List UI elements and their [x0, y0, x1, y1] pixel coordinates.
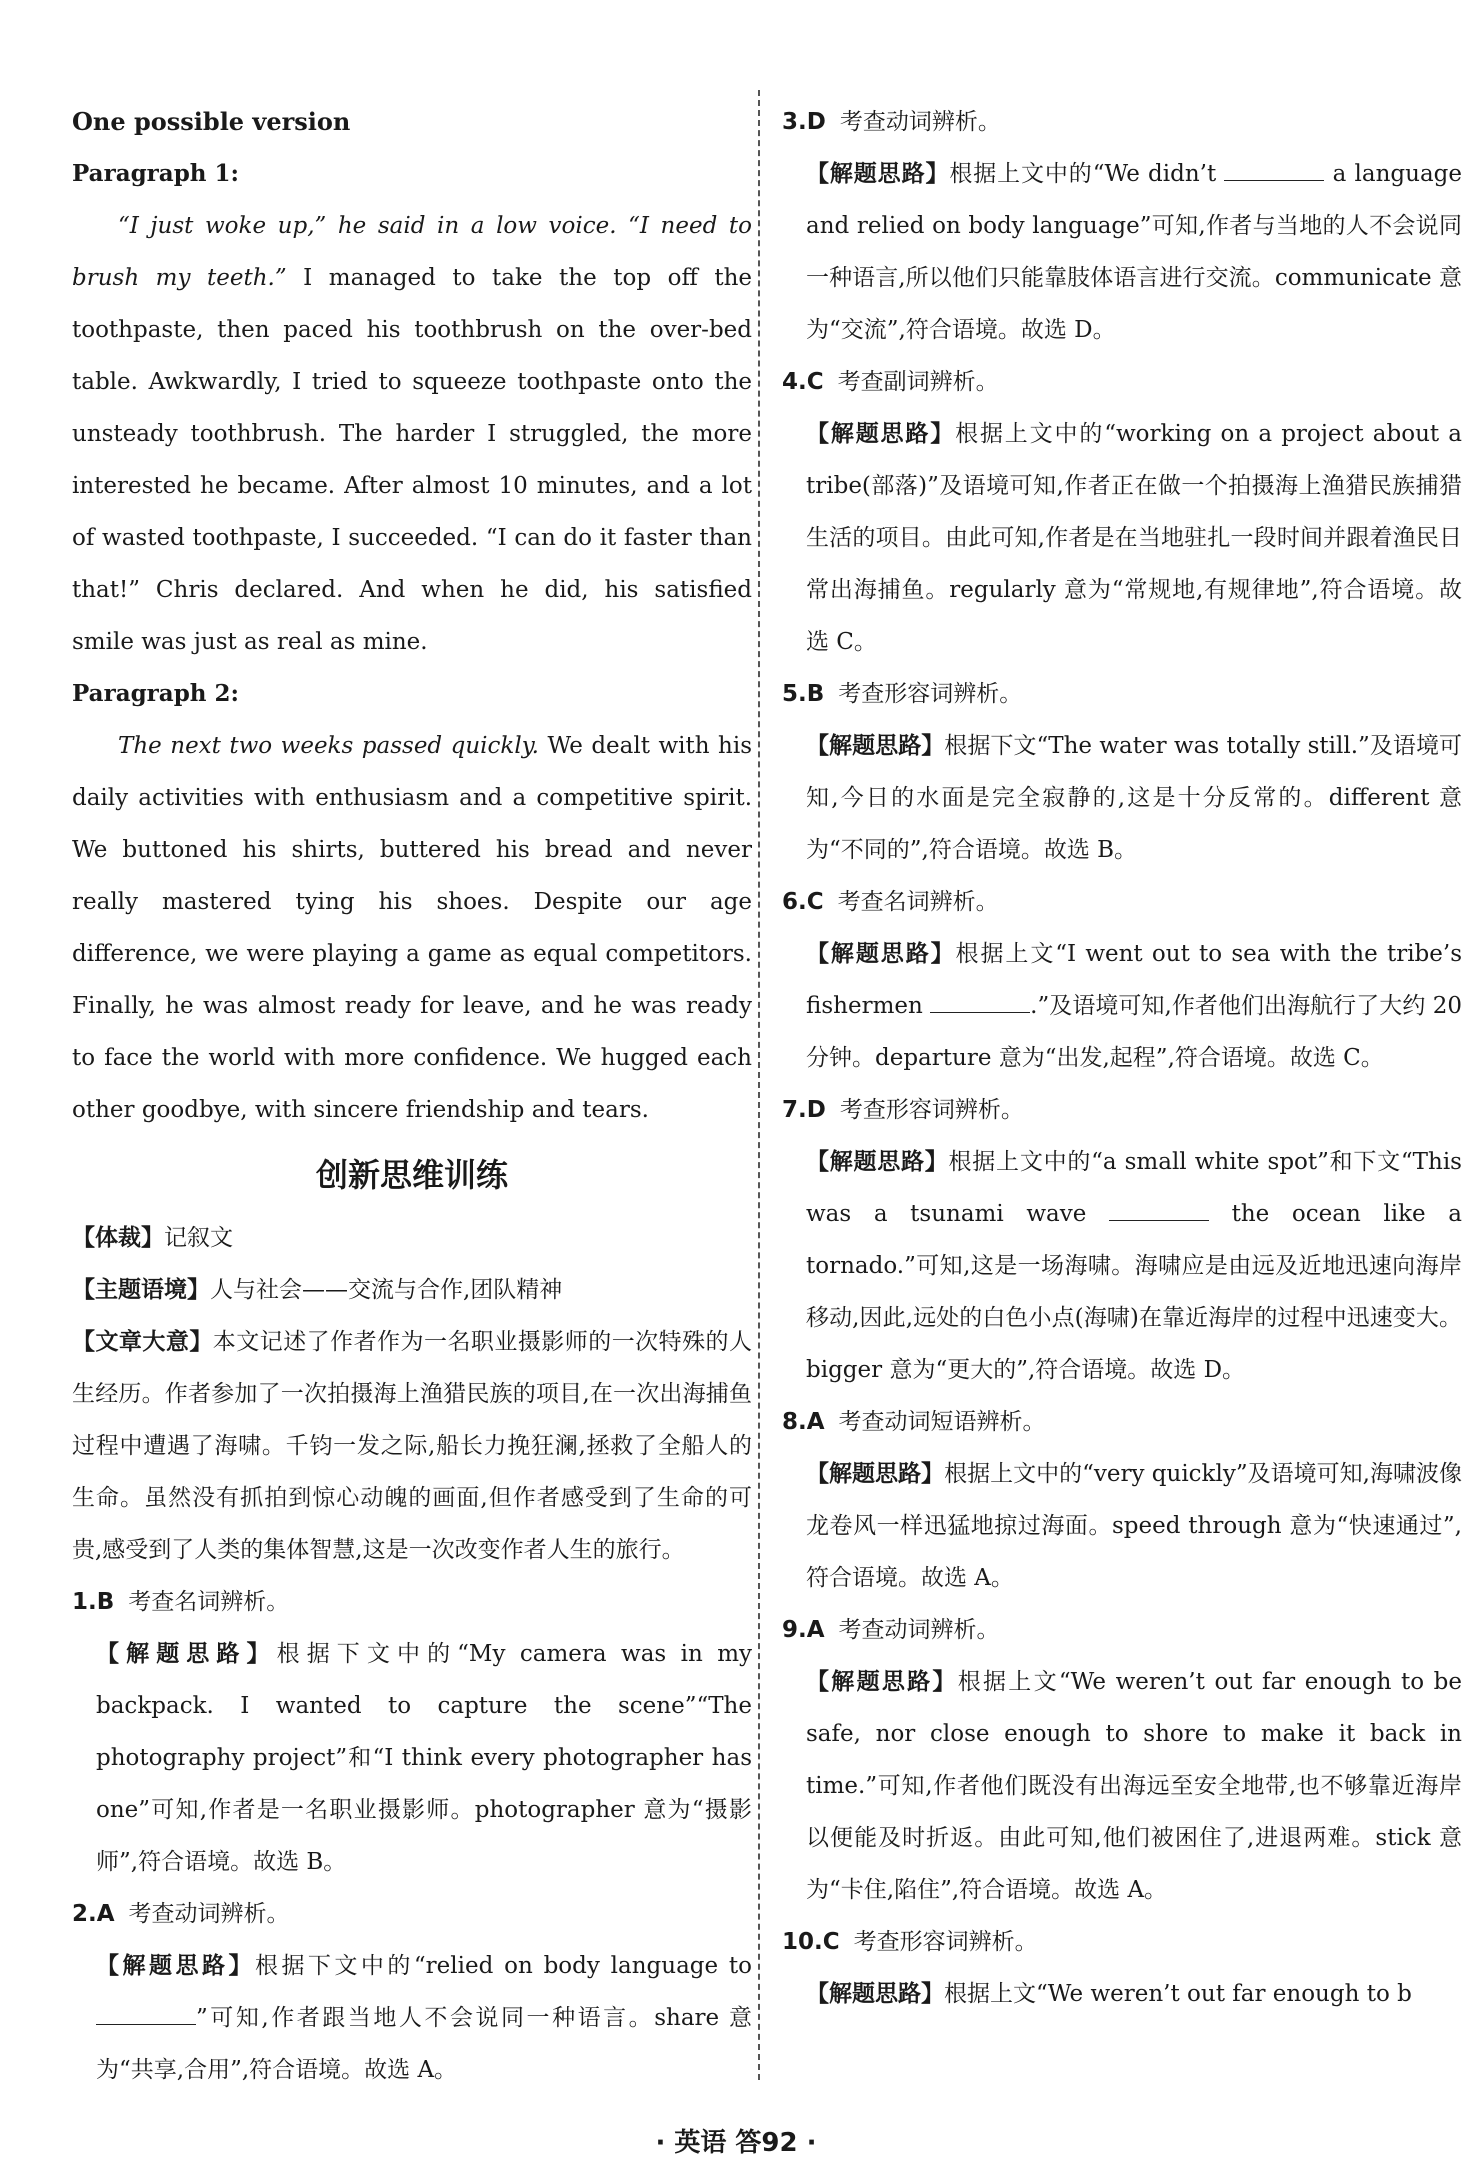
- left-column: [72, 96, 752, 2096]
- left-questions: [72, 1576, 752, 2096]
- explanation-tag: 【解题思路】: [806, 1668, 958, 1695]
- explanation-text: 根据上文中的“working on a project about a tribe(部落)”及语境可知,作者正在做一个拍摄海上渔猎民族捕猎生活的项目。由此可知,作者是在当地驻扎一段时间并跟着渔民日常出海捕鱼。regularly 意为“常规地,有规律地”,符合语境。故选 C。: [806, 421, 1462, 655]
- question-head: [72, 1888, 752, 1940]
- explanation-text: 根据下文“The water was totally still.”及语境可知,今日的水面是完全寂静的,这是十分反常的。different 意为“不同的”,符合语境。故选 B。: [806, 733, 1462, 863]
- explanation-text: 根据上文“I went out to sea with the tribe’s fishermen: [806, 941, 1462, 1019]
- paragraph-2-label: Paragraph 2:: [72, 680, 240, 707]
- explanation-text: 根据上文“We weren’t out far enough to b: [944, 1981, 1412, 2007]
- question-head: [782, 96, 1462, 148]
- question-type: 考查形容词辨析。: [853, 1929, 1038, 1955]
- question-number: 4.C: [782, 369, 824, 395]
- question-number: 10.C: [782, 1929, 840, 1955]
- summary-value: 本文记述了作者作为一名职业摄影师的一次特殊的人生经历。作者参加了一次拍摄海上渔猎民族的项目,在一次出海捕鱼过程中遭遇了海啸。千钧一发之际,船长力挽狂澜,拯救了全船人的生命。虽然没有抓拍到惊心动魄的画面,但作者感受到了生命的可贵,感受到了人类的集体智慧,这是一次改变作者人生的旅行。: [72, 1329, 753, 1563]
- genre-value: 记叙文: [164, 1225, 233, 1251]
- explanation-tag: 【解题思路】: [806, 1148, 949, 1175]
- explanation-text: 根据上文中的“a small white spot”和下文“This was a tsunami wave: [806, 1149, 1462, 1227]
- question-head: [782, 1084, 1462, 1136]
- theme-line: [72, 1264, 752, 1316]
- explanation-text: 根据下文中的“relied on body language to: [254, 1953, 753, 1979]
- answer-blank: [96, 2004, 196, 2025]
- section-title: 创新思维训练: [315, 1156, 508, 1194]
- question-type: 考查名词辨析。: [128, 1589, 290, 1615]
- explanation-tag: 【解题思路】: [806, 1980, 944, 2007]
- question-number: 6.C: [782, 889, 824, 915]
- paragraph-1-text: [72, 200, 752, 668]
- answer-blank: [1109, 1200, 1209, 1221]
- paragraph-1-body: I managed to take the top off the toothpaste, then paced his toothbrush on the over-bed table. Awkwardly, I tried to squeeze toothpaste onto the unsteady toothbrush. The harder I struggled, the more interested he became. After almost 10 minutes, and a lot of wasted toothpaste, I succeeded. “I can do it faster than that!” Chris declared. And when he did, his satisfied smile was just as real as mine.: [72, 265, 752, 655]
- question-explanation: [782, 720, 1462, 876]
- question-head: [782, 356, 1462, 408]
- paragraph-1-label: Paragraph 1:: [72, 160, 240, 187]
- question-type: 考查形容词辨析。: [839, 1097, 1024, 1123]
- question-type: 考查名词辨析。: [837, 889, 999, 915]
- question-head: [782, 668, 1462, 720]
- question-head: [782, 1916, 1462, 1968]
- question-explanation: [782, 928, 1462, 1084]
- explanation-tag: 【解题思路】: [96, 1952, 255, 1979]
- question-explanation: [782, 408, 1462, 668]
- explanation-tag: 【解题思路】: [806, 1460, 945, 1487]
- explanation-text: 根据上文“We weren’t out far enough to be safe, nor close enough to shore to make it back in time.”可知,作者他们既没有出海远至安全地带,也不够靠近海岸以便能及时折返。由此可知,他们被困住了,进退两难。stick 意为“卡住,陷住”,符合语境。故选 A。: [806, 1669, 1462, 1903]
- question-number: 7.D: [782, 1097, 826, 1123]
- question-head: [782, 1604, 1462, 1656]
- page-footer: · 英语 答92 ·: [655, 2128, 817, 2158]
- explanation-text-cont: ”可知,作者跟当地人不会说同一种语言。share 意为“共享,合用”,符合语境。故选 A。: [96, 2005, 752, 2083]
- summary-line: [72, 1316, 752, 1576]
- answer-blank: [930, 992, 1030, 1013]
- question-number: 2.A: [72, 1901, 115, 1927]
- question-explanation: [782, 1968, 1462, 2020]
- question-type: 考查动词辨析。: [838, 1617, 1000, 1643]
- theme-value: 人与社会——交流与合作,团队精神: [210, 1277, 563, 1303]
- question-number: 5.B: [782, 681, 825, 707]
- genre-tag: 【体裁】: [72, 1224, 164, 1251]
- version-title: One possible version: [72, 107, 351, 136]
- explanation-tag: 【解题思路】: [806, 732, 945, 759]
- question-explanation: [782, 1656, 1462, 1916]
- question-type: 考查动词辨析。: [839, 109, 1001, 135]
- explanation-text-cont: .”及语境可知,作者他们出海航行了大约 20 分钟。departure 意为“出发,起程”,符合语境。故选 C。: [806, 993, 1462, 1071]
- paragraph-2-italic: The next two weeks passed quickly.: [118, 733, 539, 759]
- explanation-text: 根据上文中的“very quickly”及语境可知,海啸波像龙卷风一样迅猛地掠过海面。speed through 意为“快速通过”,符合语境。故选 A。: [806, 1461, 1463, 1591]
- question-explanation: [782, 1448, 1462, 1604]
- right-questions: [782, 96, 1462, 2020]
- question-explanation: [782, 1136, 1462, 1396]
- question-head: [72, 1576, 752, 1628]
- summary-tag: 【文章大意】: [72, 1328, 213, 1355]
- paragraph-2-text: [72, 720, 752, 1136]
- question-explanation: [72, 1940, 752, 2096]
- question-type: 考查动词短语辨析。: [838, 1409, 1046, 1435]
- question-type: 考查动词辨析。: [128, 1901, 290, 1927]
- question-number: 1.B: [72, 1589, 115, 1615]
- explanation-tag: 【解题思路】: [806, 420, 956, 447]
- question-type: 考查形容词辨析。: [838, 681, 1023, 707]
- column-divider: [758, 90, 760, 2080]
- question-explanation: [72, 1628, 752, 1888]
- explanation-text: 根据下文中的“My camera was in my backpack. I wanted to capture the scene”“The photography project”和“I think every photographer has one”可知,作者是一名职业摄影师。photographer 意为“摄影师”,符合语境。故选 B。: [96, 1641, 753, 1875]
- paragraph-1-italic: “I just woke up,” he said in a low voice. “I need to brush my teeth.”: [72, 213, 752, 291]
- question-number: 3.D: [782, 109, 826, 135]
- question-head: [782, 1396, 1462, 1448]
- explanation-tag: 【解题思路】: [96, 1640, 277, 1667]
- explanation-text: 根据上文中的“We didn’t: [949, 161, 1225, 187]
- question-explanation: [782, 148, 1462, 356]
- explanation-tag: 【解题思路】: [806, 160, 950, 187]
- explanation-text-cont: a language and relied on body language”可知,作者与当地的人不会说同一种语言,所以他们只能靠肢体语言进行交流。communicate 意为“交流”,符合语境。故选 D。: [806, 161, 1462, 343]
- question-number: 9.A: [782, 1617, 825, 1643]
- theme-tag: 【主题语境】: [72, 1276, 210, 1303]
- question-number: 8.A: [782, 1409, 825, 1435]
- answer-blank: [1224, 160, 1324, 181]
- question-head: [782, 876, 1462, 928]
- question-type: 考查副词辨析。: [837, 369, 999, 395]
- explanation-tag: 【解题思路】: [806, 940, 956, 967]
- genre-line: [72, 1212, 752, 1264]
- explanation-text-cont: the ocean like a tornado.”可知,这是一场海啸。海啸应是由远及近地迅速向海岸移动,因此,远处的白色小点(海啸)在靠近海岸的过程中迅速变大。bigger 意为“更大的”,符合语境。故选 D。: [806, 1201, 1462, 1383]
- paragraph-2-body: We dealt with his daily activities with enthusiasm and a competitive spirit. We buttoned his shirts, buttered his bread and never really mastered tying his shoes. Despite our age difference, we were playing a game as equal competitors. Finally, he was almost ready for leave, and he was ready to face the world with more confidence. We hugged each other goodbye, with sincere friendship and tears.: [72, 733, 753, 1123]
- right-column: [782, 96, 1462, 2020]
